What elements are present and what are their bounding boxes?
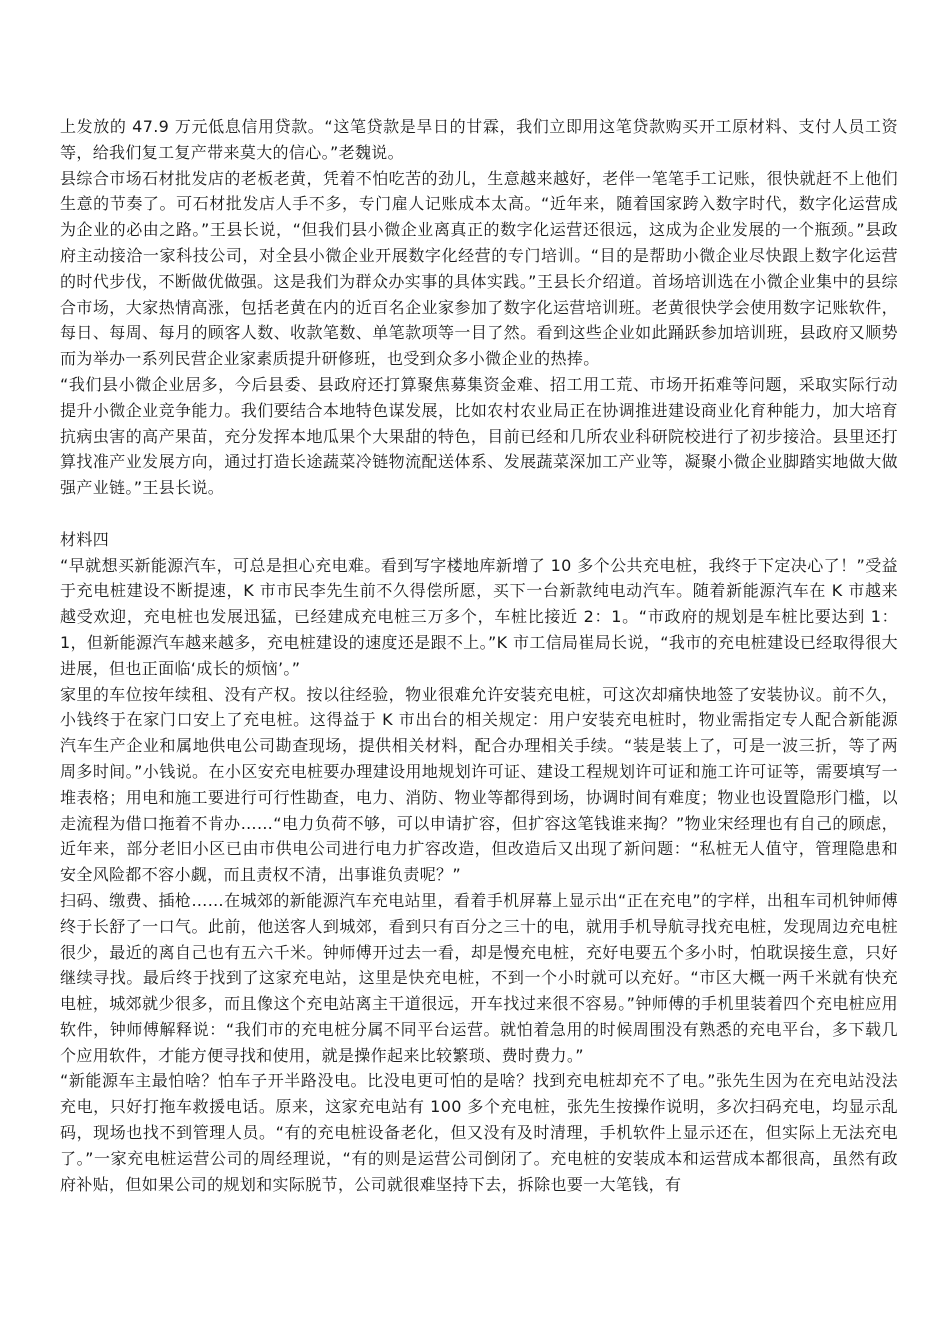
paragraph-county-plan: “我们县小微企业居多，今后县委、县政府还打算聚焦募集资金难、招工用工荒、市场开拓难等问题，采取实际行动提升小微企业竞争能力。我们要结合本地特色谋发展，比如农村农业局正在协调推进建设商业化育种能力，加大培育抗病虫害的高产果苗，充分发挥本地瓜果个大果甜的特色，目前已经和几所农业科研院校进行了初步接洽。县里还打算找准产业发展方向，通过打造长途蔬菜冷链物流配送体系、发展蔬菜深加工产业等，凝聚小微企业脚踏实地做大做强产业链。”王县长说。: [60, 374, 898, 498]
paragraph-broken-chargers: “新能源车主最怕啥？怕车子开半路没电。比没电更可怕的是啥？找到充电桩却充不了电。”张先生因为在充电站没法充电，只好打拖车救援电话。原来，这家充电站有 100 多个充电桩，张先生按操作说明，多次扫码充电，均显示乱码，现场也找不到管理人员。“有的充电桩设备老化，但又没有及时清理，手机软件上显示还在，但实际上无法充电了。”一家充电桩运营公司的周经理说，“有的则是运营公司倒闭了。充电桩的安装成本和运营成本都很高，虽然有政府补贴，但如果公司的规划和实际脱节，公司就很难坚持下去，拆除也要一大笔钱，有: [60, 1071, 898, 1194]
paragraph-taxi-driver: 扫码、缴费、插枪……在城郊的新能源汽车充电站里，看着手机屏幕上显示出“正在充电”的字样，出租车司机钟师傅终于长舒了一口气。此前，他送客人到城郊，看到只有百分之三十的电，就用手机导航寻找充电桩，发现周边充电桩很少，最近的离自己也有五六千米。钟师傅开过去一看，却是慢充电桩，充好电要五个多小时，怕耽误接生意，只好继续寻找。最后终于找到了这家充电站，这里是快充电桩，不到一个小时就可以充好。“市区大概一两千米就有快充电桩，城郊就少很多，而且像这个充电站离主干道很远，开车找过来很不容易。”钟师傅的手机里装着四个充电桩应用软件，钟师傅解释说：“我们市的充电桩分属不同平台运营。就怕着急用的时候周围没有熟悉的充电平台，多下载几个应用软件，才能方便寻找和使用，就是操作起来比较繁琐、费时费力。”: [60, 890, 898, 1065]
document-page: [60, 114, 898, 1197]
paragraph-ev-purchase: “早就想买新能源汽车，可总是担心充电难。看到写字楼地库新增了 10 多个公共充电桩，我终于下定决心了！”受益于充电桩建设不断提速，K 市市民李先生前不久得偿所愿，买下一台新款纯电动汽车。随着新能源汽车在 K 市越来越受欢迎，充电桩也发展迅猛，已经建成充电桩三万多个，车桩比接近 2：1。“市政府的规划是车桩比要达到 1：1，但新能源汽车越来越多，充电桩建设的速度还是跟不上。”K 市工信局崔局长说，“我市的充电桩建设已经取得很大进展，但也正面临‘成长的烦恼’。”: [60, 555, 898, 678]
section-heading: 材料四: [60, 529, 110, 549]
paragraph-home-charger: 家里的车位按年续租、没有产权。按以往经验，物业很难允许安装充电桩，可这次却痛快地签了安装协议。前不久，小钱终于在家门口安上了充电桩。这得益于 K 市出台的相关规定：用户安装充电桩时，物业需指定专人配合新能源汽车生产企业和属地供电公司勘查现场，提供相关材料，配合办理相关手续。“装是装上了，可是一波三折，等了两周多时间。”小钱说。在小区安充电桩要办理建设用地规划许可证、建设工程规划许可证和施工许可证等，需要填写一堆表格；用电和施工要进行可行性勘查，电力、消防、物业等都得到场，协调时间有难度；物业也设置隐形门槛，以走流程为借口拖着不肯办……“电力负荷不够，可以申请扩容，但扩容这笔钱谁来掏？”物业宋经理也有自己的顾虑，近年来，部分老旧小区已由市供电公司进行电力扩容改造，但改造后又出现了新问题：“私桩无人值守，管理隐患和安全风险都不容小觑，而且责权不清，出事谁负责呢？”: [60, 684, 898, 885]
paragraph-digital-training: 县综合市场石材批发店的老板老黄，凭着不怕吃苦的劲儿，生意越来越好，老伴一笔笔手工记账，很快就赶不上他们生意的节奏了。可石材批发店人手不多，专门雇人记账成本太高。“近年来，随着国家跨入数字时代，数字化运营成为企业的必由之路。”王县长说，“但我们县小微企业离真正的数字化运营还很远，这成为企业发展的一个瓶颈。”县政府主动接洽一家科技公司，对全县小微企业开展数字化经营的专门培训。“目的是帮助小微企业尽快跟上数字化运营的时代步伐，不断做优做强。这是我们为群众办实事的具体实践。”王县长介绍道。首场培训选在小微企业集中的县综合市场，大家热情高涨，包括老黄在内的近百名企业家参加了数字化运营培训班。老黄很快学会使用数字记账软件，每日、每周、每月的顾客人数、收款笔数、单笔款项等一目了然。看到这些企业如此踊跃参加培训班，县政府又顺势而为举办一系列民营企业家素质提升研修班，也受到众多小微企业的热捧。: [60, 168, 898, 369]
paragraph-loan: 上发放的 47.9 万元低息信用贷款。“这笔贷款是旱日的甘霖，我们立即用这笔贷款购买开工原材料、支付人员工资等，给我们复工复产带来莫大的信心。”老魏说。: [60, 117, 898, 162]
section-spacer: [60, 501, 898, 527]
